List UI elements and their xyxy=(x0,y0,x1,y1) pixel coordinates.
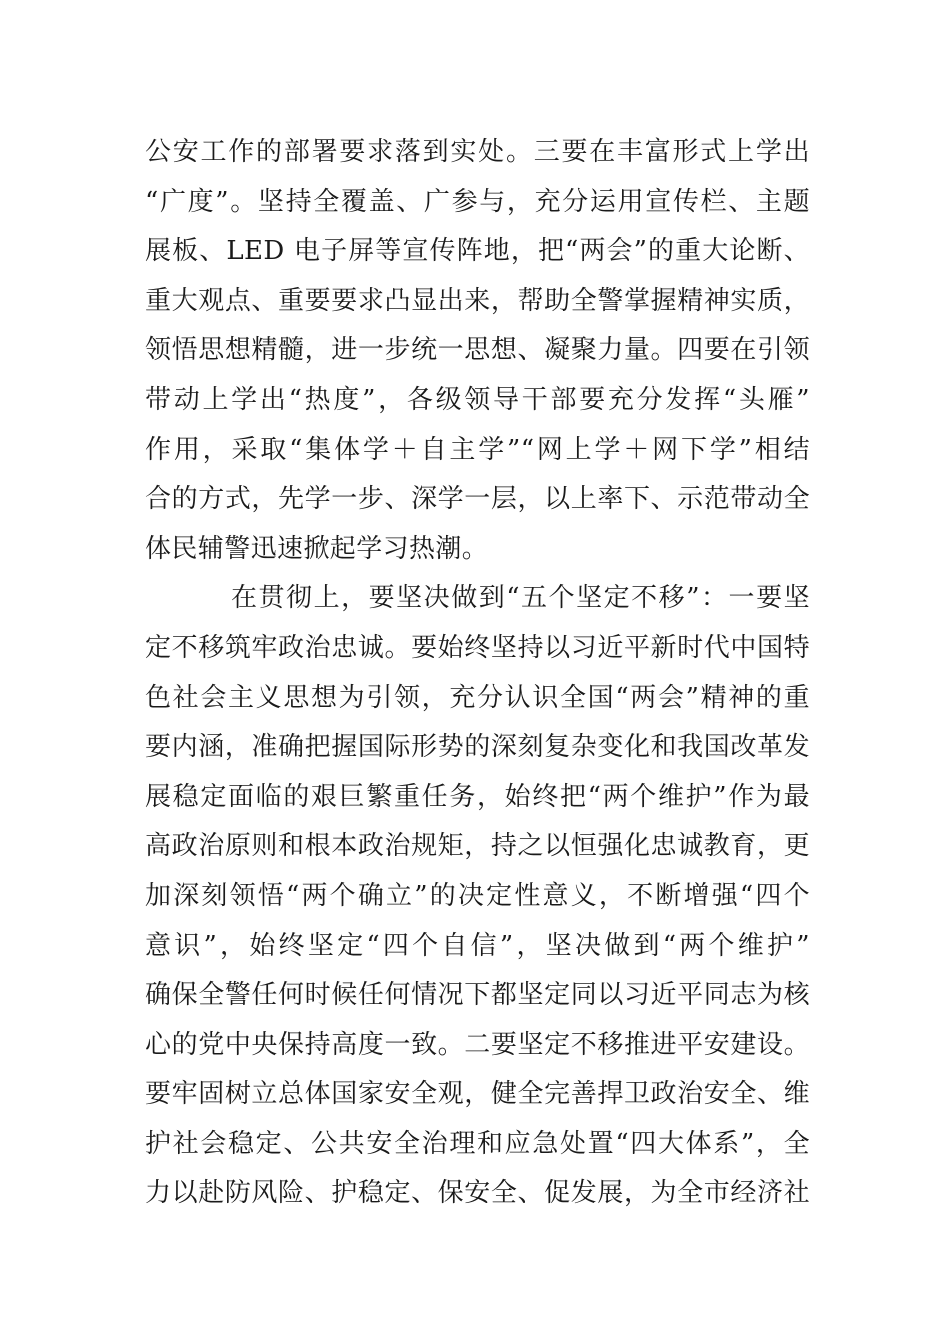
text-line: 护社会稳定、公共安全治理和应急处置“四大体系”，全 xyxy=(145,1128,810,1159)
text-line: “广度”。坚持全覆盖、广参与，充分运用宣传栏、主题 xyxy=(145,186,810,217)
paragraph-first-line: 在贯彻上，要坚决做到“五个坚定不移”：一要坚 xyxy=(231,583,810,614)
text-line: 带动上学出“热度”，各级领导干部要充分发挥“头雁” xyxy=(145,384,810,415)
text-line: 心的党中央保持高度一致。二要坚定不移推进平安建设。 xyxy=(145,1029,810,1060)
text-line: 色社会主义思想为引领，充分认识全国“两会”精神的重 xyxy=(145,682,810,713)
text-line: 力以赴防风险、护稳定、保安全、促发展，为全市经济社 xyxy=(145,1178,810,1209)
text-line: 体民辅警迅速掀起学习热潮。 xyxy=(145,533,489,564)
text-line: 定不移筑牢政治忠诚。要始终坚持以习近平新时代中国特 xyxy=(145,632,810,663)
text-line: 确保全警任何时候任何情况下都坚定同以习近平同志为核 xyxy=(145,980,810,1011)
text-line: 意识”，始终坚定“四个自信”，坚决做到“两个维护” xyxy=(145,930,810,961)
text-line: 高政治原则和根本政治规矩，持之以恒强化忠诚教育，更 xyxy=(145,831,810,862)
text-line: 展稳定面临的艰巨繁重任务，始终把“两个维护”作为最 xyxy=(145,781,810,812)
text-line: 加深刻领悟“两个确立”的决定性意义，不断增强“四个 xyxy=(145,880,810,911)
text-line: 重大观点、重要要求凸显出来，帮助全警掌握精神实质， xyxy=(145,285,810,316)
text-line: 作用，采取“集体学＋自主学”“网上学＋网下学”相结 xyxy=(145,434,810,465)
text-line: 要内涵，准确把握国际形势的深刻复杂变化和我国改革发 xyxy=(145,732,810,763)
text-line: 要牢固树立总体国家安全观，健全完善捍卫政治安全、维 xyxy=(145,1079,810,1110)
text-line: 合的方式，先学一步、深学一层，以上率下、示范带动全 xyxy=(145,484,810,515)
document-body xyxy=(145,128,810,1219)
text-line: 展板、LED 电子屏等宣传阵地，把“两会”的重大论断、 xyxy=(145,236,810,267)
text-line: 领悟思想精髓，进一步统一思想、凝聚力量。四要在引领 xyxy=(145,335,810,366)
text-line: 公安工作的部署要求落到实处。三要在丰富形式上学出 xyxy=(145,137,810,167)
